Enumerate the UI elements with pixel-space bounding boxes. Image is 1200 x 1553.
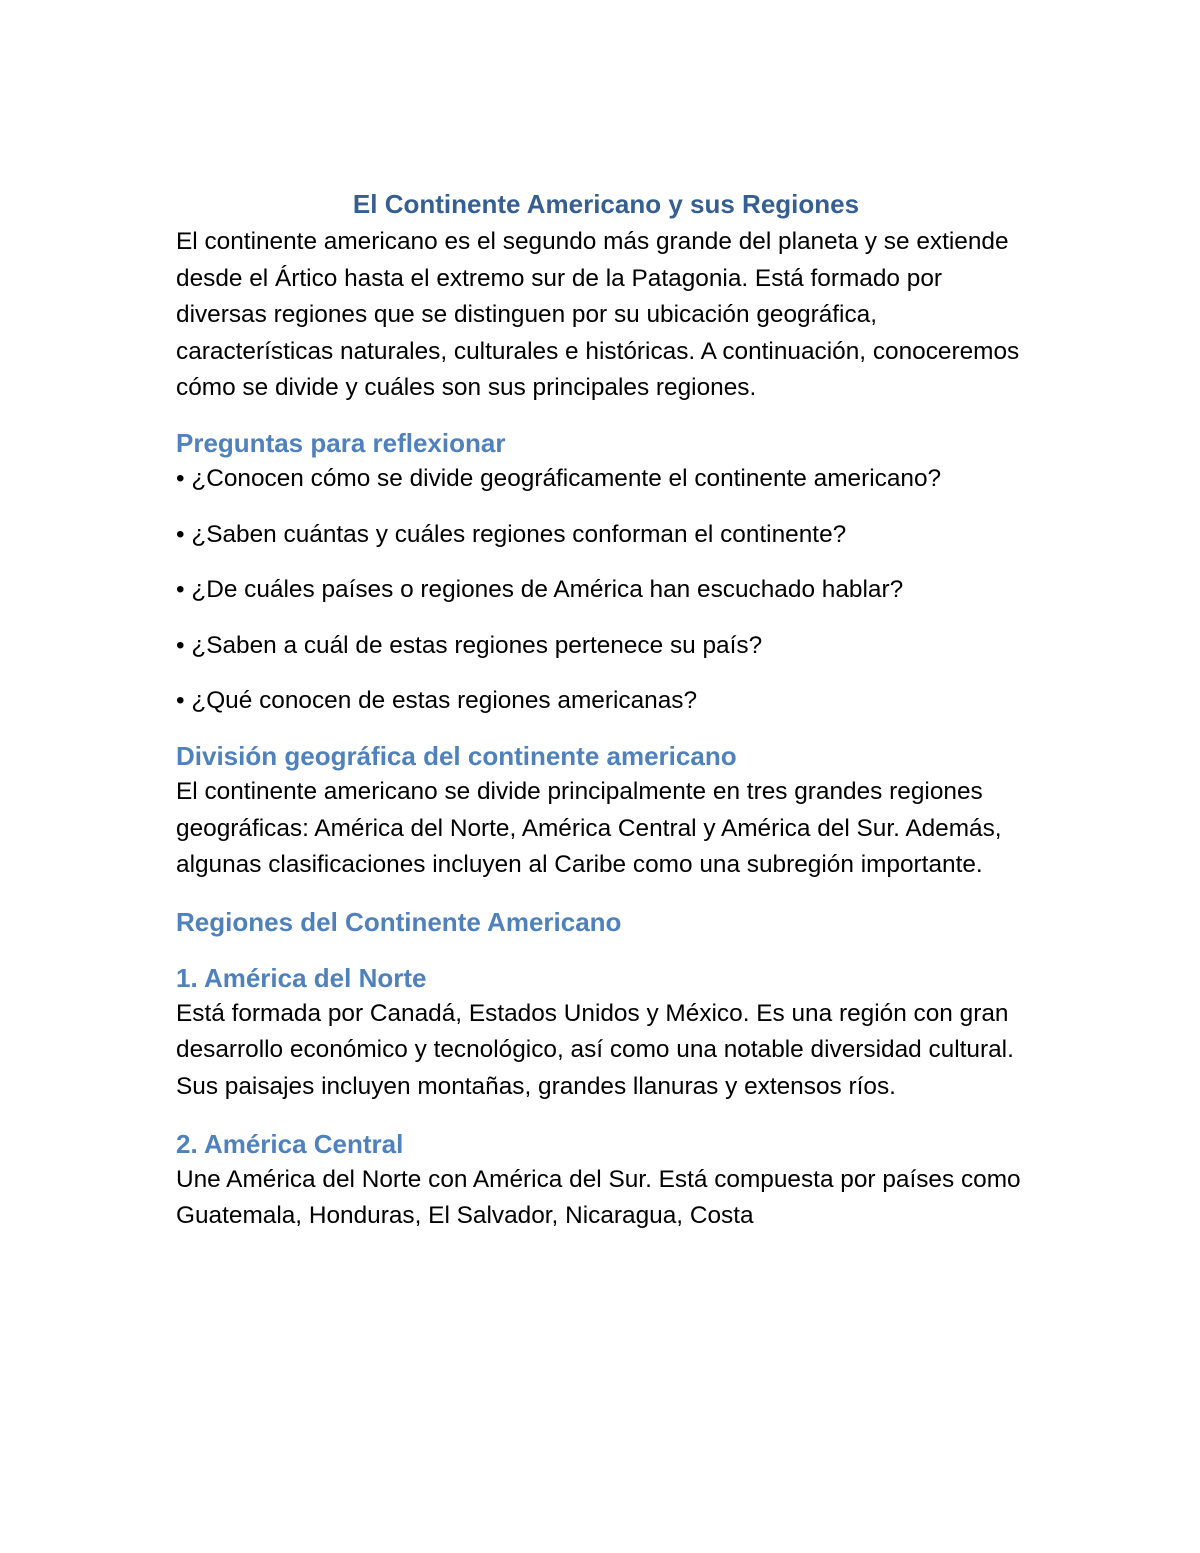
document-title: El Continente Americano y sus Regiones <box>352 189 860 219</box>
document-page <box>176 186 1036 1235</box>
question-item: • ¿Saben cuántas y cuáles regiones conforman el continente? <box>176 520 847 548</box>
regions-heading: Regiones del Continente Americano <box>176 906 622 937</box>
north-america-heading: 1. América del Norte <box>176 962 427 993</box>
division-paragraph: El continente americano se divide principalmente en tres grandes regiones geográficas: América del Norte, América Central y América del Sur. Además, algunas clasificaciones incluyen al Caribe como una subregión importante. <box>176 777 1002 879</box>
intro-paragraph: El continente americano es el segundo más grande del planeta y se extiende desde el Ártico hasta el extremo sur de la Patagonia. Está formado por diversas regiones que se distinguen por su ubicación geográfica, características naturales, culturales e históricas. A continuación, conoceremos cómo se divide y cuáles son sus principales regiones. <box>176 228 1020 402</box>
north-america-paragraph: Está formada por Canadá, Estados Unidos y México. Es una región con gran desarrollo económico y tecnológico, así como una notable diversidad cultural. Sus paisajes incluyen montañas, grandes llanuras y extensos ríos. <box>176 999 1014 1100</box>
central-america-paragraph: Une América del Norte con América del Sur. Está compuesta por países como Guatemala, Honduras, El Salvador, Nicaragua, Costa <box>176 1165 1021 1230</box>
reflection-heading: Preguntas para reflexionar <box>176 427 506 458</box>
division-heading: División geográfica del continente americano <box>176 740 737 771</box>
question-item: • ¿Saben a cuál de estas regiones pertenece su país? <box>176 631 763 659</box>
question-item: • ¿De cuáles países o regiones de América han escuchado hablar? <box>176 576 904 604</box>
central-america-heading: 2. América Central <box>176 1128 404 1159</box>
question-item: • ¿Conocen cómo se divide geográficamente el continente americano? <box>176 464 942 492</box>
question-item: • ¿Qué conocen de estas regiones americanas? <box>176 687 698 715</box>
